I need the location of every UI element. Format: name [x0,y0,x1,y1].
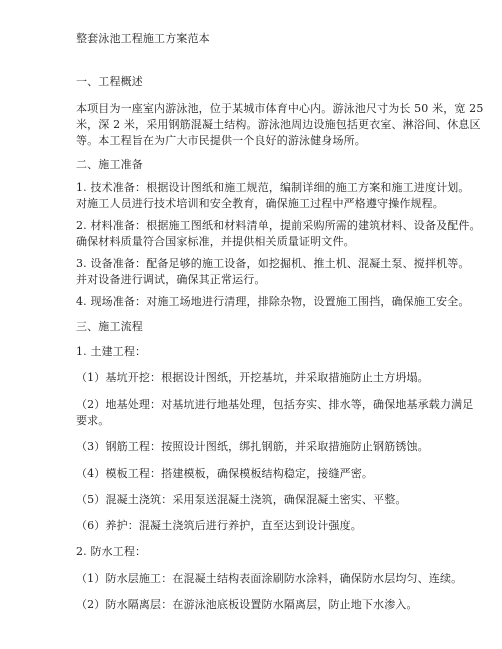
section-heading-overview: 一、工程概述 [76,75,143,88]
preparation-item-equipment: 并对设备进行调试，确保其正常运行。 [76,273,266,286]
process-subheading-waterproofing: 2. 防水工程： [76,545,147,558]
overview-paragraph-line: 米，深 2 米，采用钢筋混凝土结构。游泳池周边设施包括更衣室、淋浴间、休息区 [76,118,481,131]
process-step: （5）混凝土浇筑：采用泵送混凝土浇筑，确保混凝土密实、平整。 [76,493,407,506]
section-heading-process: 三、施工流程 [76,320,143,333]
process-step: （1）基坑开挖：根据设计图纸，开挖基坑，并采取措施防止土方坍塌。 [76,371,429,384]
process-step: （6）养护：混凝土浇筑后进行养护，直至达到设计强度。 [76,519,362,532]
preparation-item-technical: 对施工人员进行技术培训和安全教育，确保施工过程中严格遵守操作规程。 [76,197,444,210]
preparation-item-site: 4. 现场准备：对施工场地进行清理，排除杂物，设置施工围挡，确保施工安全。 [76,295,470,308]
preparation-item-technical: 1. 技术准备：根据设计图纸和施工规范，编制详细的施工方案和施工进度计划。 [76,181,470,194]
section-heading-preparation: 二、施工准备 [76,158,143,171]
document-title: 整套泳池工程施工方案范本 [76,32,210,45]
preparation-item-equipment: 3. 设备准备：配备足够的施工设备，如挖掘机、推土机、混凝土泵、搅拌机等。 [76,257,470,270]
process-step: 要求。 [76,414,110,427]
process-step: （4）模板工程：搭建模板，确保模板结构稳定，接缝严密。 [76,467,374,480]
overview-paragraph-line: 等。本工程旨在为广大市民提供一个良好的游泳健身场所。 [76,134,366,147]
preparation-item-materials: 确保材料质量符合国家标准，并提供相关质量证明文件。 [76,235,355,248]
preparation-item-materials: 2. 材料准备：根据施工图纸和材料清单，提前采购所需的建筑材料、设备及配件。 [76,219,481,232]
process-step: （3）钢筋工程：按照设计图纸，绑扎钢筋，并采取措施防止钢筋锈蚀。 [76,440,429,453]
process-step: （2）防水隔离层：在游泳池底板设置防水隔离层，防止地下水渗入。 [76,598,418,611]
process-step: （2）地基处理：对基坑进行地基处理，包括夯实、排水等，确保地基承载力满足 [76,398,474,411]
process-step: （1）防水层施工：在混凝土结构表面涂刷防水涂料，确保防水层均匀、连续。 [76,572,463,585]
process-subheading-civil: 1. 土建工程： [76,345,147,358]
overview-paragraph-line: 本项目为一座室内游泳池，位于某城市体育中心内。游泳池尺寸为长 50 米，宽 25 [76,102,484,115]
